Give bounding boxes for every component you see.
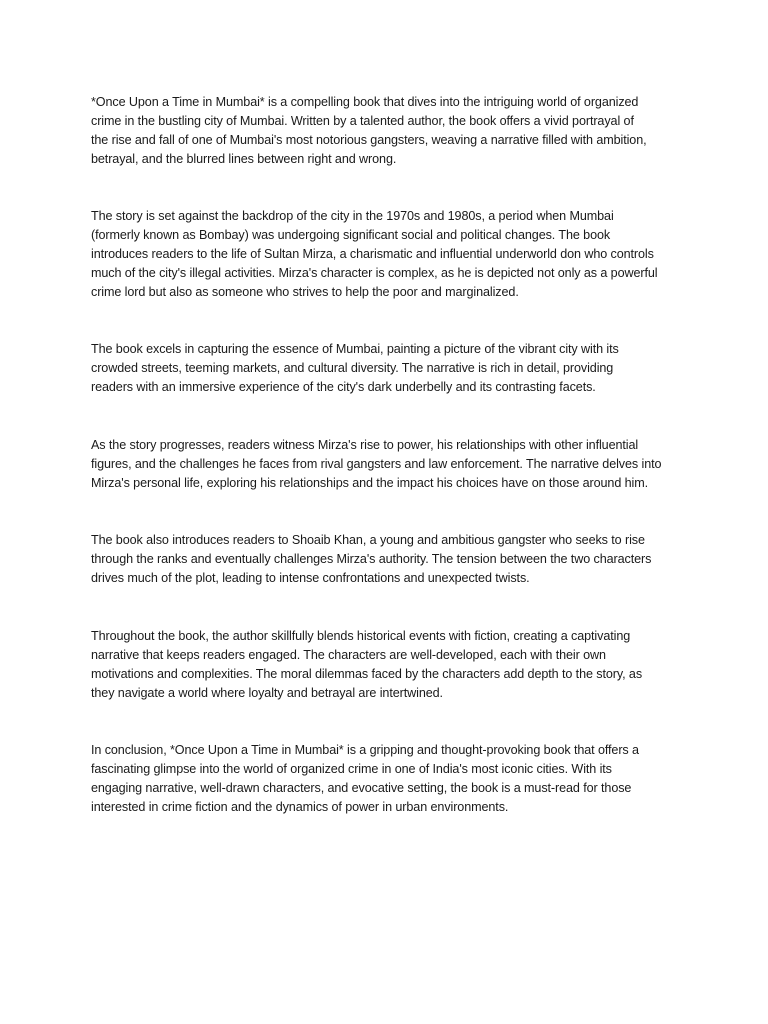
paragraph-mumbai — [91, 340, 691, 397]
text-line: Throughout the book, the author skillfully blends historical events with fiction, creating a captivating — [91, 629, 631, 643]
text-line: fascinating glimpse into the world of organized crime in one of India's most iconic cities. With its — [91, 762, 612, 776]
paragraph-blend — [91, 627, 691, 703]
text-line: betrayal, and the blurred lines between right and wrong. — [91, 152, 397, 166]
text-line: (formerly known as Bombay) was undergoing significant social and political changes. The book — [91, 228, 611, 242]
paragraph-setting — [91, 207, 691, 302]
text-line: *Once Upon a Time in Mumbai* is a compelling book that dives into the intriguing world of organized — [91, 95, 639, 109]
text-line: the rise and fall of one of Mumbai's most notorious gangsters, weaving a narrative filled with ambition, — [91, 133, 647, 147]
text-line: The book excels in capturing the essence of Mumbai, painting a picture of the vibrant city with its — [91, 342, 619, 356]
text-line: figures, and the challenges he faces from rival gangsters and law enforcement. The narrative delves into — [91, 457, 662, 471]
text-line: drives much of the plot, leading to intense confrontations and unexpected twists. — [91, 571, 530, 585]
text-line: narrative that keeps readers engaged. The characters are well-developed, each with their own — [91, 648, 606, 662]
text-line: In conclusion, *Once Upon a Time in Mumbai* is a gripping and thought-provoking book that offers a — [91, 743, 639, 757]
text-line: crime lord but also as someone who strives to help the poor and marginalized. — [91, 285, 519, 299]
text-line: motivations and complexities. The moral dilemmas faced by the characters add depth to the story, as — [91, 667, 643, 681]
text-line: much of the city's illegal activities. Mirza's character is complex, as he is depicted not only as a powerful — [91, 266, 658, 280]
paragraph-rise — [91, 436, 691, 493]
paragraph-conclusion — [91, 741, 691, 817]
text-line: readers with an immersive experience of the city's dark underbelly and its contrasting facets. — [91, 380, 596, 394]
text-line: through the ranks and eventually challenges Mirza's authority. The tension between the two characters — [91, 552, 652, 566]
text-line: The story is set against the backdrop of the city in the 1970s and 1980s, a period when Mumbai — [91, 209, 614, 223]
text-line: As the story progresses, readers witness Mirza's rise to power, his relationships with other influential — [91, 438, 639, 452]
text-line: interested in crime fiction and the dynamics of power in urban environments. — [91, 800, 509, 814]
text-line: Mirza's personal life, exploring his relationships and the impact his choices have on those around him. — [91, 476, 649, 490]
text-line: introduces readers to the life of Sultan Mirza, a charismatic and influential underworld don who controls — [91, 247, 654, 261]
paragraph-intro — [91, 93, 691, 169]
text-line: engaging narrative, well-drawn characters, and evocative setting, the book is a must-read for those — [91, 781, 632, 795]
text-line: crowded streets, teeming markets, and cultural diversity. The narrative is rich in detail, providing — [91, 361, 614, 375]
text-line: they navigate a world where loyalty and betrayal are intertwined. — [91, 686, 443, 700]
paragraph-shoaib — [91, 531, 691, 588]
text-line: crime in the bustling city of Mumbai. Written by a talented author, the book offers a vivid portrayal of — [91, 114, 634, 128]
text-line: The book also introduces readers to Shoaib Khan, a young and ambitious gangster who seeks to rise — [91, 533, 645, 547]
